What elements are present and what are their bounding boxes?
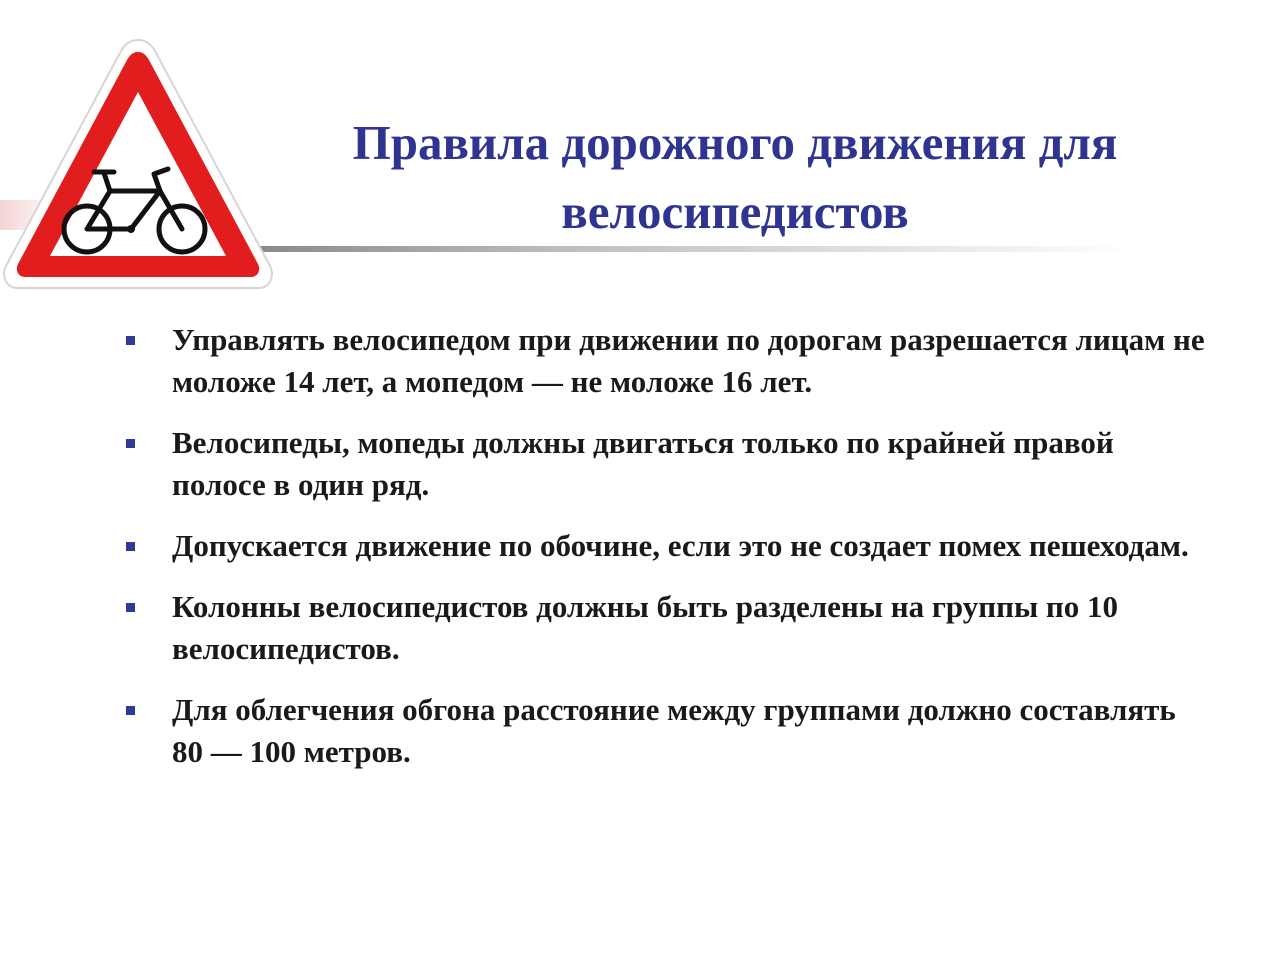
list-item: [120, 319, 1210, 403]
square-bullet-icon: [126, 706, 135, 715]
list-item: [120, 422, 1210, 506]
list-item-text: Управлять велосипедом при движении по дорогам разрешается лицам не моложе 14 лет, а мопедом — не моложе 16 лет.: [172, 322, 1205, 399]
list-item-text: Колонны велосипедистов должны быть разделены на группы по 10 велосипедистов.: [172, 589, 1119, 666]
list-item-text: Велосипеды, мопеды должны двигаться только по крайней правой полосе в один ряд.: [172, 425, 1114, 502]
square-bullet-icon: [126, 603, 135, 612]
title-divider: [255, 246, 1135, 252]
square-bullet-icon: [126, 542, 135, 551]
rules-list: [120, 319, 1210, 792]
list-item-text: Для облегчения обгона расстояние между группами должно составлять 80 — 100 метров.: [172, 692, 1176, 769]
title-line-1: Правила дорожного движения для: [352, 115, 1118, 170]
title-line-2: велосипедистов: [561, 184, 909, 239]
square-bullet-icon: [126, 439, 135, 448]
list-item: [120, 689, 1210, 773]
page-title: [235, 108, 1235, 246]
list-item: [120, 525, 1210, 567]
list-item: [120, 586, 1210, 670]
list-item-text: Допускается движение по обочине, если это не создает помех пешеходам.: [172, 528, 1189, 563]
square-bullet-icon: [126, 336, 135, 345]
